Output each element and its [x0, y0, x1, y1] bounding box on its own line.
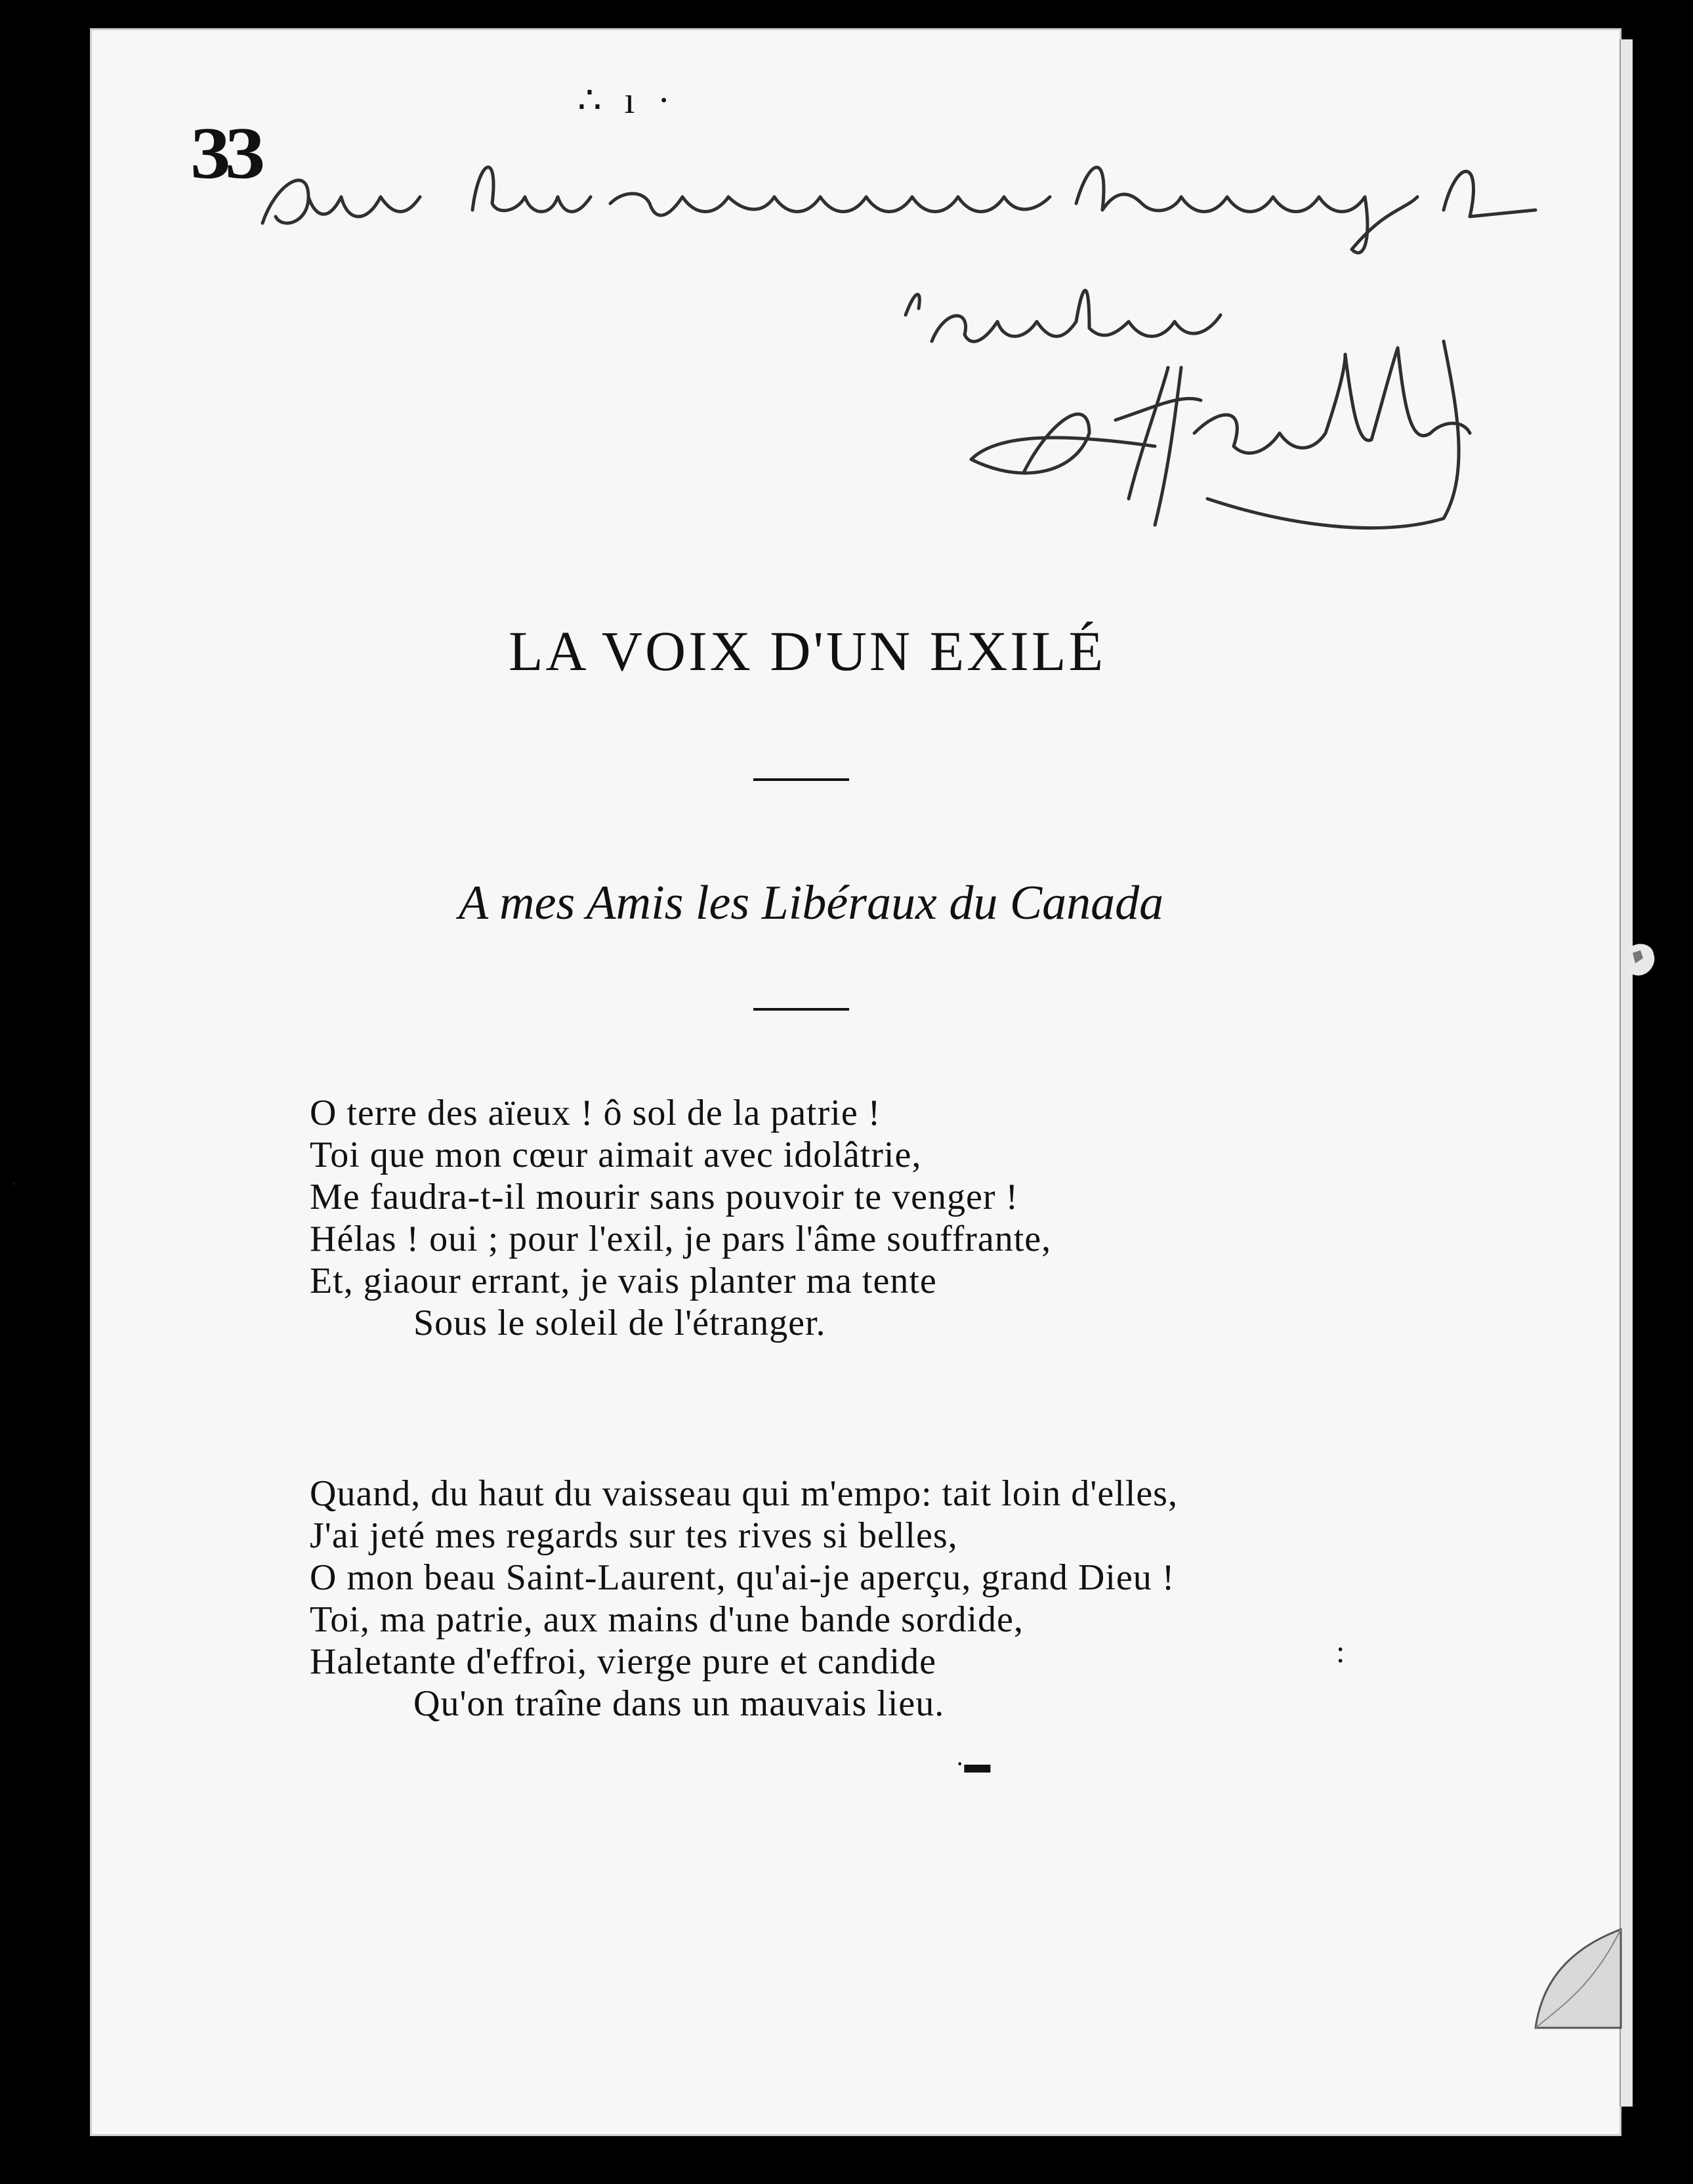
- header-marks: ∴ ı ·: [577, 79, 677, 121]
- document-title: LA VOIX D'UN EXILÉ: [509, 620, 1106, 682]
- poem-line: Qu'on traîne dans un mauvais lieu.: [413, 1683, 945, 1724]
- dedication-divider: [753, 1008, 849, 1011]
- stray-mark: :: [1336, 1635, 1345, 1670]
- poem-line: Quand, du haut du vaisseau qui m'empo: tait loin d'elles,: [310, 1473, 1178, 1514]
- ink-blotch: [1621, 938, 1658, 980]
- poem-stanza-2: [310, 1473, 1178, 1725]
- poem-line: J'ai jeté mes regards sur tes rives si belles,: [310, 1515, 958, 1556]
- page-number: 33: [190, 113, 260, 194]
- page-corner-fold: [1529, 1923, 1627, 2034]
- stray-mark: ·▬: [955, 1749, 991, 1778]
- dedication: A mes Amis les Libéraux du Canada: [458, 876, 1164, 930]
- poem-line: Et, giaour errant, je vais planter ma tente: [310, 1261, 937, 1301]
- poem-line: O terre des aïeux ! ô sol de la patrie !: [310, 1093, 881, 1133]
- stray-mark: ·: [9, 1169, 18, 1198]
- poem-line: Haletante d'effroi, vierge pure et candide: [310, 1641, 936, 1682]
- poem-line: Hélas ! oui ; pour l'exil, je pars l'âme souffrante,: [310, 1219, 1052, 1259]
- poem-line: O mon beau Saint-Laurent, qu'ai-je aperçu, grand Dieu !: [310, 1557, 1175, 1598]
- poem-stanza-1: [310, 1092, 1051, 1344]
- handwritten-inscription: [0, 0, 1693, 591]
- poem-line: Sous le soleil de l'étranger.: [413, 1303, 826, 1343]
- poem-line: Me faudra-t-il mourir sans pouvoir te venger !: [310, 1177, 1019, 1217]
- poem-line: Toi, ma patrie, aux mains d'une bande sordide,: [310, 1599, 1024, 1640]
- title-divider: [753, 778, 849, 781]
- poem-line: Toi que mon cœur aimait avec idolâtrie,: [310, 1135, 922, 1175]
